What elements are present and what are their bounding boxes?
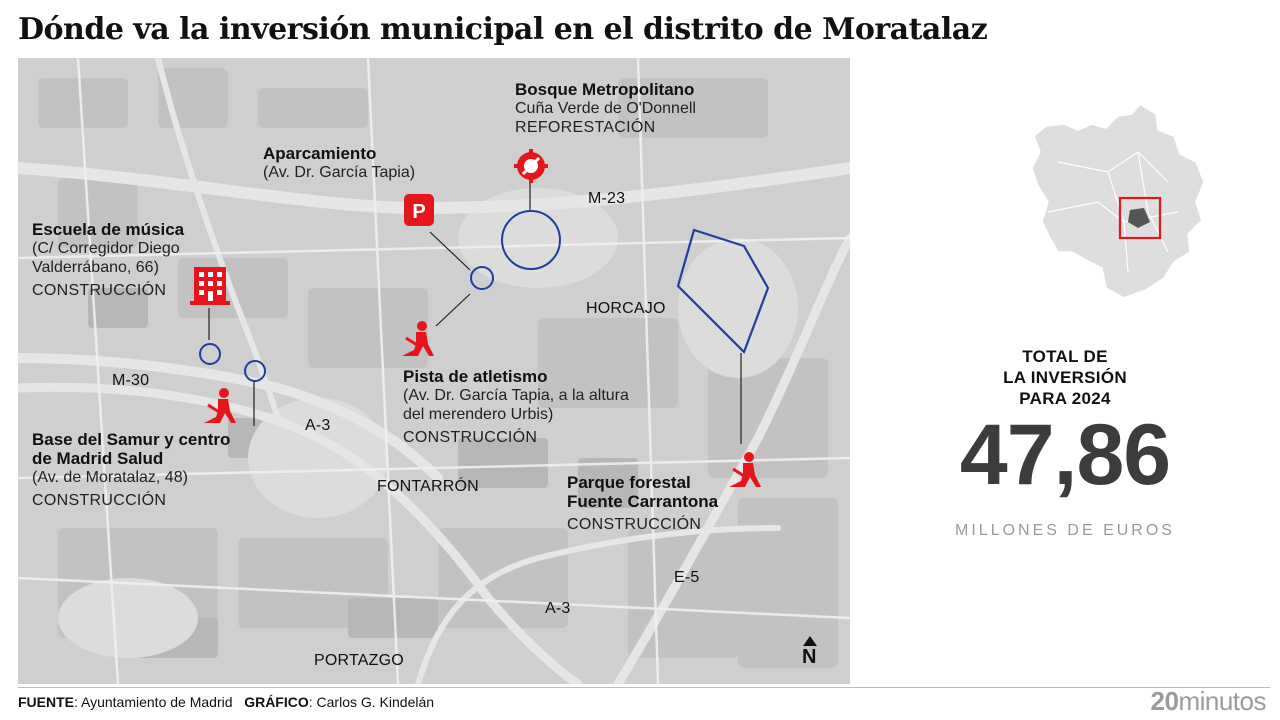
footer-divider bbox=[18, 687, 1270, 688]
escuela-title: Escuela de música bbox=[32, 220, 185, 239]
tree-saw-icon[interactable] bbox=[514, 149, 548, 188]
worker-icon-parque[interactable] bbox=[728, 451, 768, 494]
samur-title-1: Base del Samur y centro bbox=[32, 430, 231, 449]
road-label-m23: M-23 bbox=[588, 190, 626, 207]
madrid-locator-map bbox=[1028, 102, 1204, 302]
building-icon[interactable] bbox=[190, 263, 230, 310]
escuela-subtitle-1: (C/ Corregidor Diego bbox=[32, 240, 180, 257]
label-pista bbox=[403, 367, 629, 447]
parque-title-2: Fuente Carrantona bbox=[567, 492, 719, 511]
parque-title-1: Parque forestal bbox=[567, 473, 691, 492]
total-value: 47,86 bbox=[959, 407, 1171, 503]
total-label-line-3: PARA 2024 bbox=[1019, 389, 1111, 408]
north-arrow-icon bbox=[803, 636, 817, 646]
escuela-subtitle-2: Valderrábano, 66) bbox=[32, 259, 159, 276]
aparcamiento-title: Aparcamiento bbox=[263, 144, 377, 163]
pista-title: Pista de atletismo bbox=[403, 367, 548, 386]
sidebar bbox=[860, 58, 1270, 684]
svg-text:P: P bbox=[412, 201, 426, 223]
parking-icon[interactable] bbox=[404, 194, 434, 231]
samur-subtitle: (Av. de Moratalaz, 48) bbox=[32, 469, 188, 486]
neighborhood-label-fontarron: FONTARRÓN bbox=[377, 478, 479, 495]
total-label-line-2: LA INVERSIÓN bbox=[1003, 368, 1127, 387]
north-label: N bbox=[802, 646, 817, 668]
road-label-a3-west: A-3 bbox=[305, 417, 331, 434]
label-parque bbox=[567, 473, 718, 534]
worker-icon-samur[interactable] bbox=[204, 387, 242, 430]
neighborhood-label-horcajo: HORCAJO bbox=[586, 300, 666, 317]
bosque-title: Bosque Metropolitano bbox=[515, 80, 695, 99]
footer-credits bbox=[18, 694, 434, 710]
logo-number: 20 bbox=[1150, 686, 1179, 716]
bosque-category: REFORESTACIÓN bbox=[515, 119, 656, 136]
district-map[interactable] bbox=[18, 58, 850, 684]
page-title: Dónde va la inversión municipal en el distrito de Moratalaz bbox=[18, 12, 988, 47]
bosque-subtitle: Cuña Verde de O'Donnell bbox=[515, 100, 696, 117]
label-samur bbox=[32, 430, 230, 510]
escuela-category: CONSTRUCCIÓN bbox=[32, 282, 167, 299]
parque-category: CONSTRUCCIÓN bbox=[567, 516, 702, 533]
pista-location-marker[interactable] bbox=[470, 266, 494, 290]
samur-location-marker[interactable] bbox=[244, 360, 266, 382]
road-label-e5: E-5 bbox=[674, 569, 700, 586]
pista-category: CONSTRUCCIÓN bbox=[403, 429, 538, 446]
graphic-value: : Carlos G. Kindelán bbox=[308, 694, 435, 710]
escuela-location-marker[interactable] bbox=[199, 343, 221, 365]
logo-text: minutos bbox=[1178, 686, 1266, 716]
road-label-a3-south: A-3 bbox=[545, 600, 571, 617]
publisher-logo[interactable] bbox=[1151, 686, 1266, 717]
graphic-label: GRÁFICO bbox=[244, 694, 309, 710]
label-escuela bbox=[32, 220, 184, 300]
total-label bbox=[860, 346, 1270, 409]
label-aparcamiento bbox=[263, 144, 415, 182]
samur-title-2: de Madrid Salud bbox=[32, 449, 164, 468]
bosque-location-marker[interactable] bbox=[501, 210, 561, 270]
pista-subtitle-1: (Av. Dr. García Tapia, a la altura bbox=[403, 387, 629, 404]
road-label-m30: M-30 bbox=[112, 372, 150, 389]
label-bosque bbox=[515, 80, 696, 137]
aparcamiento-subtitle: (Av. Dr. García Tapia) bbox=[263, 164, 416, 181]
worker-icon-pista[interactable] bbox=[402, 320, 440, 363]
source-label: FUENTE bbox=[18, 694, 74, 710]
neighborhood-label-portazgo: PORTAZGO bbox=[314, 652, 404, 669]
samur-category: CONSTRUCCIÓN bbox=[32, 492, 167, 509]
north-arrow bbox=[802, 636, 817, 669]
source-value: : Ayuntamiento de Madrid bbox=[74, 694, 233, 710]
total-unit: MILLONES DE EUROS bbox=[955, 522, 1175, 539]
total-label-line-1: TOTAL DE bbox=[1022, 347, 1108, 366]
pista-subtitle-2: del merendero Urbis) bbox=[403, 406, 554, 423]
